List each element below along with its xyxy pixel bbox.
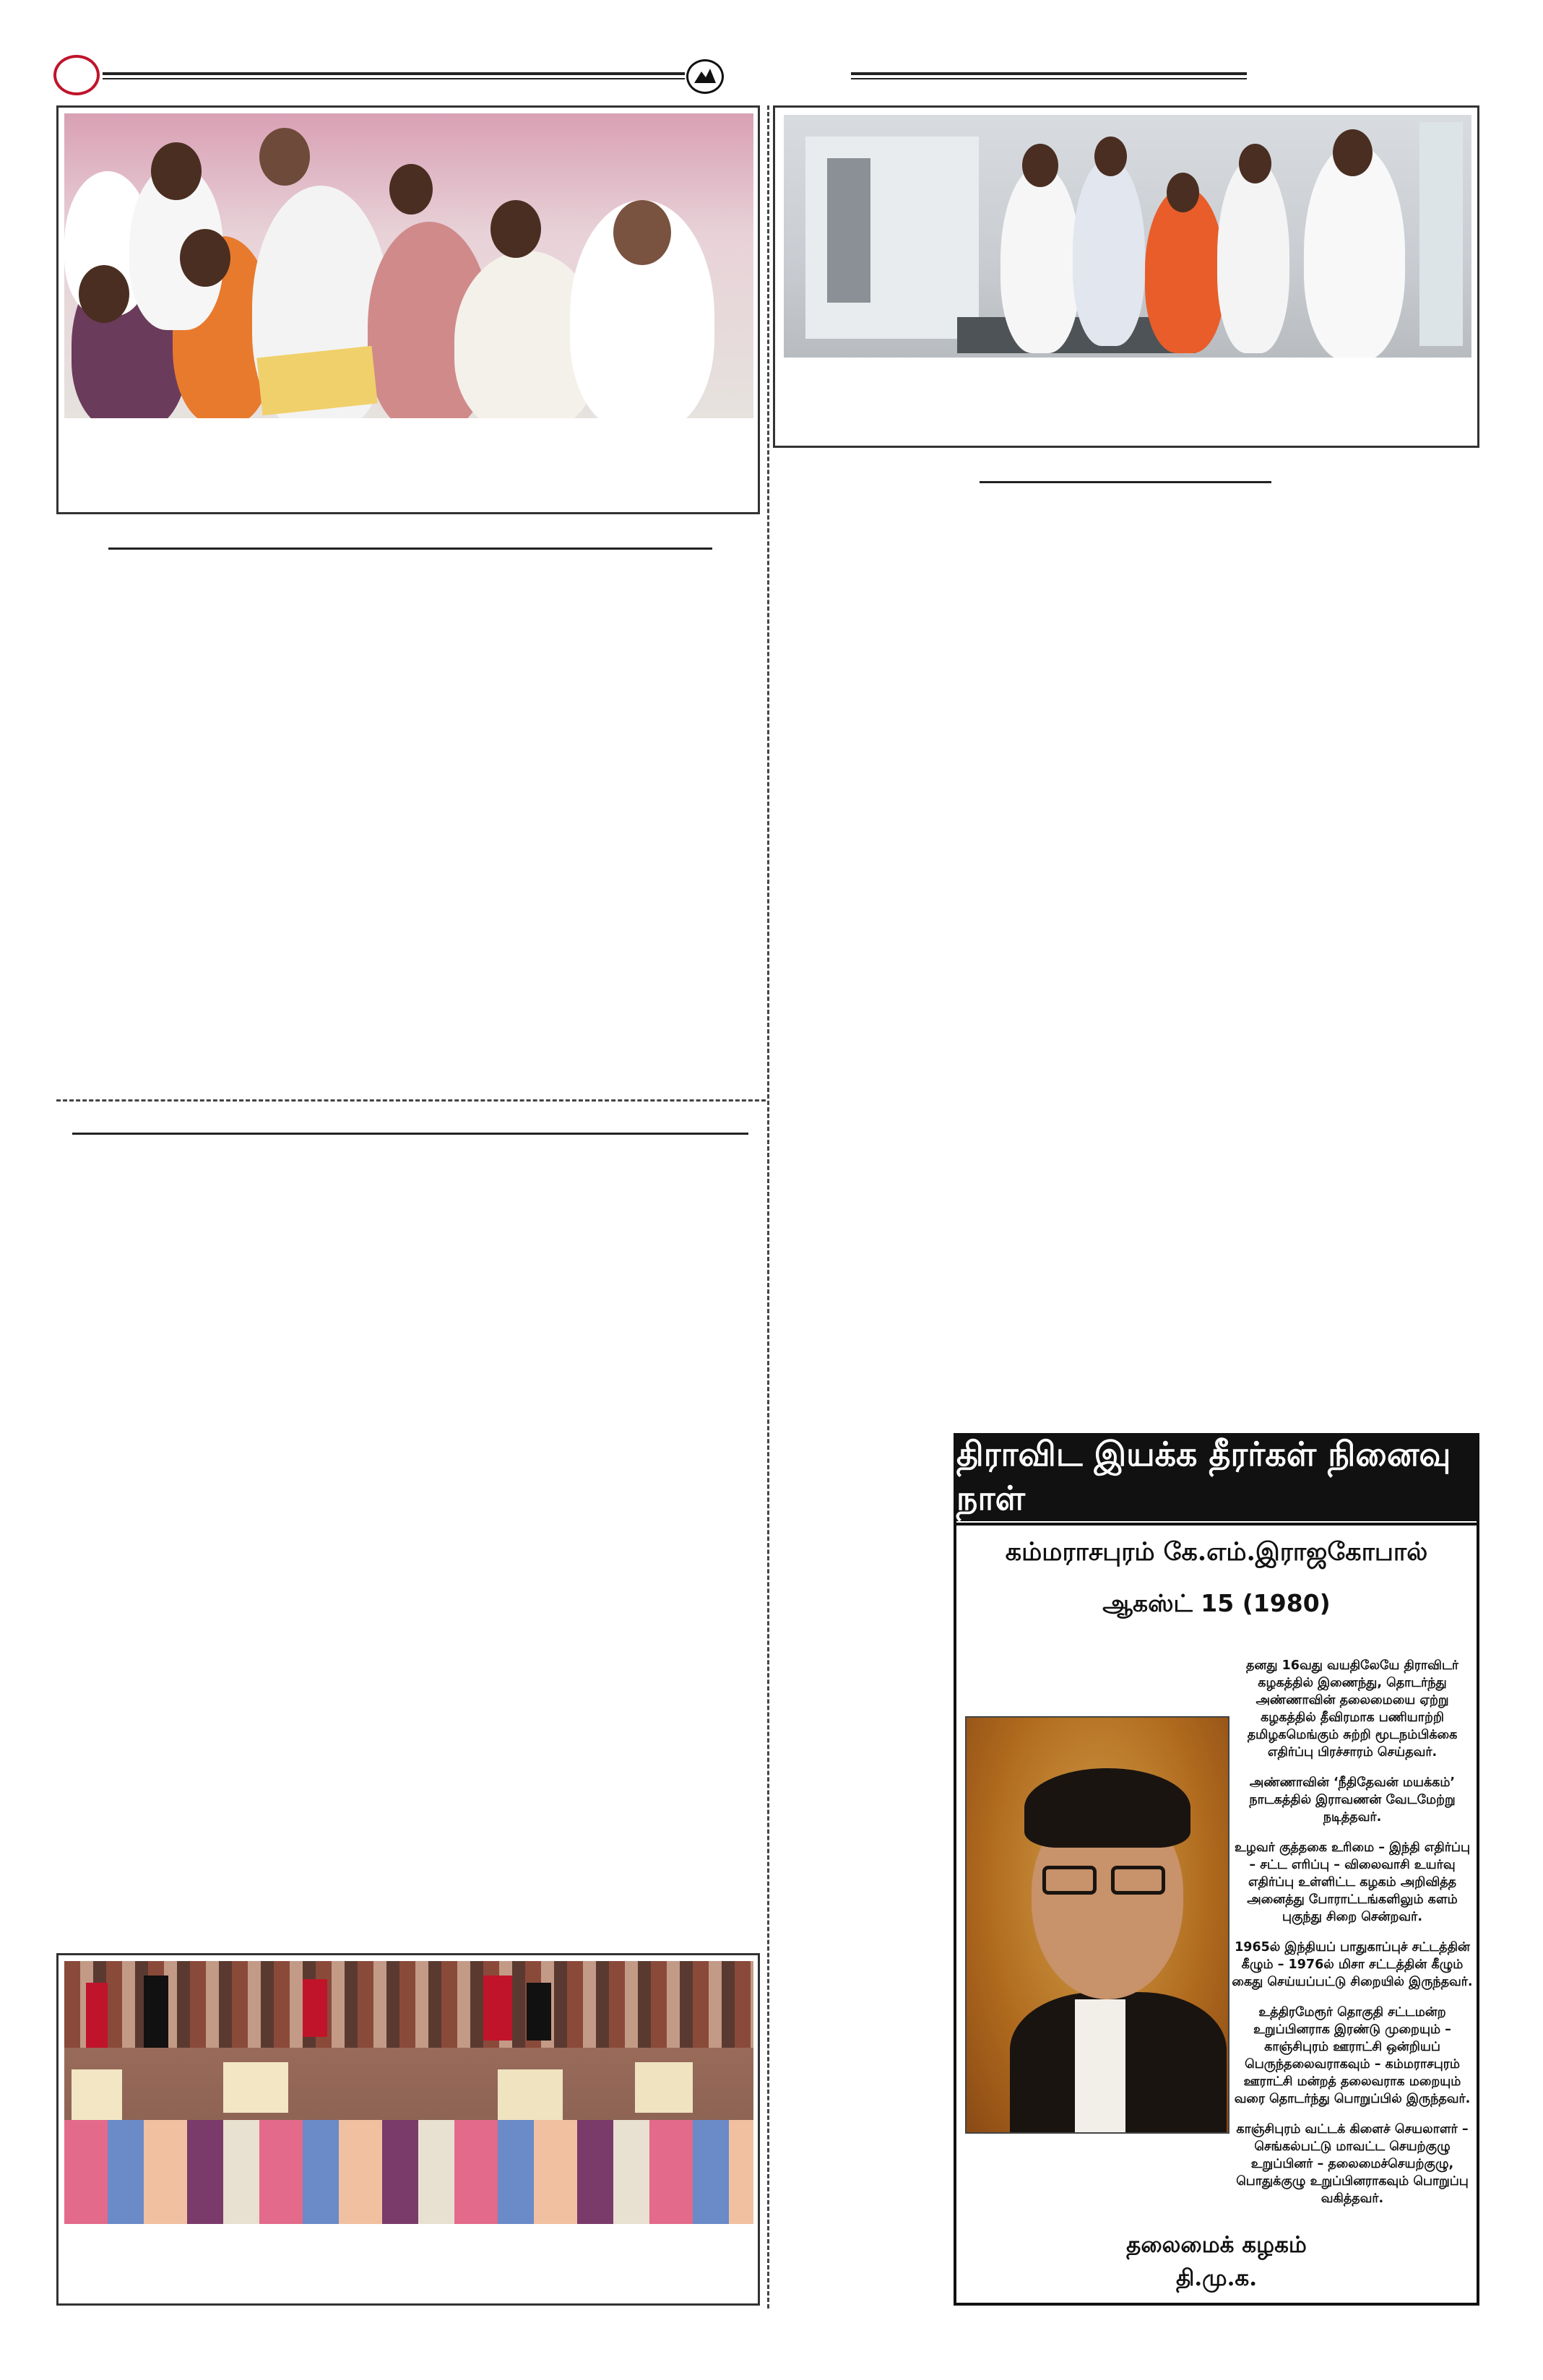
memorial-bio [1231, 1657, 1474, 2220]
bio-paragraph: அண்ணாவின் ‘நீதிதேவன் மயக்கம்’ நாடகத்தில் இராவணன் வேடமேற்று நடித்தவர். [1249, 1775, 1456, 1825]
bio-paragraph: தனது 16வது வயதிலேயே திராவிடர் கழகத்தில் இணைந்து, தொடர்ந்து அண்ணாவின் தலைமையை ஏற்று கழகத்தில் தீவிரமாக பணியாற்றி தமிழகமெங்கும் சுற்றி மூடநம்பிக்கை எதிர்ப்பு பிரச்சாரம் செய்தவர். [1245, 1658, 1459, 1760]
memorial-ad [954, 1433, 1479, 2306]
headline-rule-2 [980, 481, 1271, 483]
bio-paragraph: உத்திரமேரூர் தொகுதி சட்டமன்ற உறுப்பினராக இரண்டு முறையும் – காஞ்சிபுரம் ஊராட்சி ஒன்றியப் பெருந்தலைவராகவும் – கம்மராசபுரம் ஊராட்சி மன்றத் தலைவராக மறையும் வரை தொடர்ந்து பொறுப்பில் இருந்தவர். [1234, 2005, 1471, 2106]
memorial-date: ஆகஸ்ட் 15 (1980) [1102, 1589, 1331, 1617]
section-divider-left [56, 1099, 766, 1102]
hospital-photo [784, 115, 1471, 358]
headline-rule-3 [72, 1133, 748, 1135]
memorial-footer-line2: தி.மு.க. [1175, 2265, 1258, 2291]
protest-photo [64, 1961, 753, 2224]
rising-sun-emblem-icon [686, 59, 724, 94]
ceremony-photo [64, 113, 753, 418]
header-rule-right [851, 72, 1247, 75]
bio-paragraph: உழவர் குத்தகை உரிமை – இந்தி எதிர்ப்பு – சட்ட எரிப்பு – விலைவாசி உயர்வு எதிர்ப்பு உள்ளிட்ட கழகம் அறிவித்த அனைத்து போராட்டங்களிலும் களம் புகுந்து சிறை சென்றவர். [1235, 1840, 1470, 1924]
memorial-name: கம்மராசபுரம் கே.எம்.இராஜகோபால் [1005, 1537, 1428, 1567]
portrait-photo [965, 1716, 1229, 2134]
bio-paragraph: 1965ல் இந்தியப் பாதுகாப்புச் சட்டத்தின் கீழும் – 1976ல் மிசா சட்டத்தின் கீழும் கைது செய்யப்பட்டு சிறையில் இருந்தவர். [1232, 1940, 1473, 1989]
memorial-banner: திராவிட இயக்க தீரர்கள் நினைவு நாள் [956, 1436, 1477, 1521]
headline-rule-1 [108, 548, 712, 550]
column-divider [767, 105, 769, 2308]
photo-frame-top-right [773, 105, 1479, 448]
memorial-footer-line1: தலைமைக் கழகம் [1126, 2232, 1307, 2258]
photo-frame-top-left [56, 105, 760, 514]
photo-frame-bottom-left [56, 1953, 760, 2306]
header-rule-right-thin [851, 78, 1247, 79]
header-rule-left-thin [103, 78, 685, 79]
certificate [256, 346, 377, 415]
header-rule-left [103, 72, 685, 75]
page-marker-icon [53, 55, 100, 95]
banner-separator [956, 1523, 1477, 1526]
bio-paragraph: காஞ்சிபுரம் வட்டக் கிளைச் செயலாளர் – செங்கல்பட்டு மாவட்ட செயற்குழு உறுப்பினர் – தலைமைச்செயற்குழு, பொதுக்குழு உறுப்பினராகவும் பொறுப்பு வகித்தவர். [1236, 2122, 1469, 2206]
